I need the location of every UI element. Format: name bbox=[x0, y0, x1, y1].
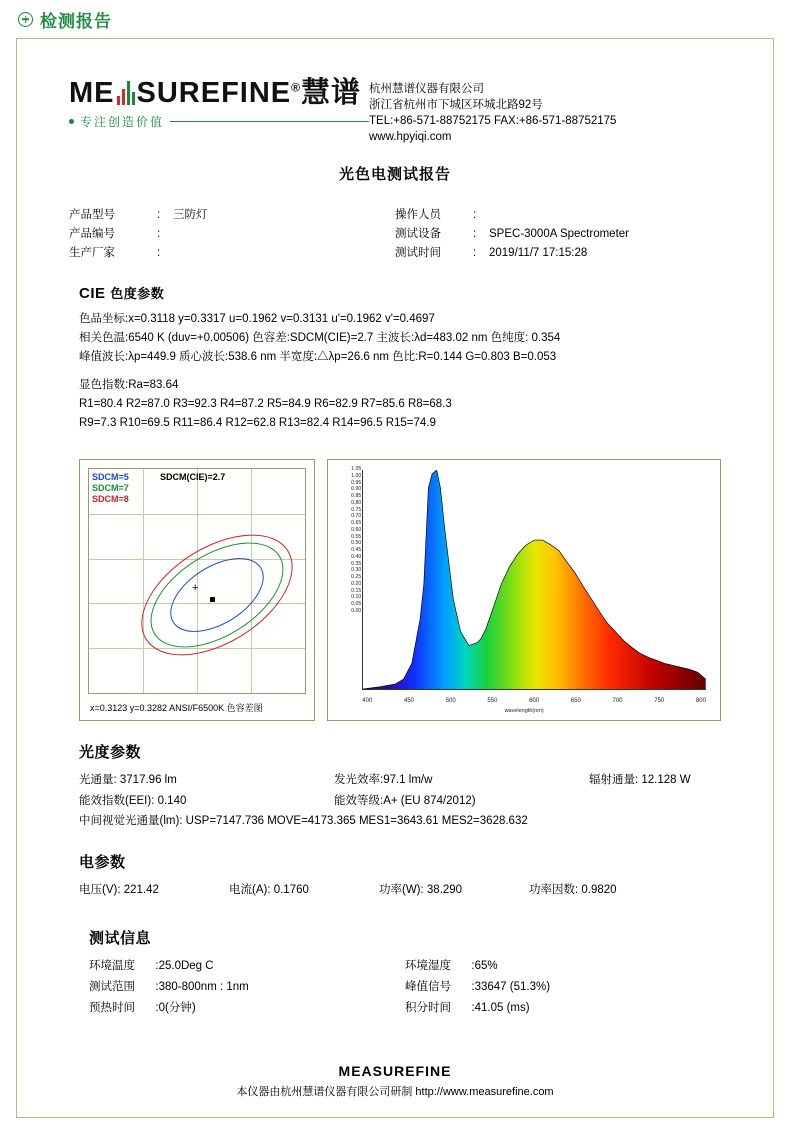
cri-ra: 显色指数:Ra=83.64 bbox=[79, 379, 179, 391]
meta-label: 生产厂家 bbox=[69, 247, 115, 259]
company-website: www.hpyiqi.com bbox=[369, 131, 452, 143]
test-info-label: 测试范围 bbox=[89, 981, 135, 993]
meta-value bbox=[173, 244, 395, 263]
meta-row bbox=[69, 225, 395, 244]
charts-row bbox=[69, 459, 721, 721]
cie-title-sub: 色度参数 bbox=[110, 286, 165, 301]
logo-word-right: SUREFINE bbox=[136, 77, 292, 109]
test-info-label: 积分时间 bbox=[405, 1002, 451, 1014]
sdcm-legend-item: SDCM=7 bbox=[92, 483, 129, 493]
meta-value bbox=[173, 225, 395, 244]
meta-colon: : bbox=[157, 209, 161, 221]
voltage: 电压(V): 221.42 bbox=[79, 884, 159, 896]
sdcm-chart bbox=[79, 459, 315, 721]
test-info-value: :41.05 (ms) bbox=[471, 1002, 530, 1014]
meta-value: SPEC-3000A Spectrometer bbox=[489, 228, 629, 240]
power-factor: 功率因数: 0.9820 bbox=[529, 884, 617, 896]
meta-label: 操作人员 bbox=[395, 209, 441, 221]
page-header bbox=[0, 0, 790, 38]
company-phone: TEL:+86-571-88752175 FAX:+86-571-88752175 bbox=[369, 115, 617, 127]
report-sheet bbox=[16, 38, 774, 1118]
energy-grade: 能效等级:A+ (EU 874/2012) bbox=[334, 795, 476, 807]
footer-brand: MEASUREFINE bbox=[338, 1063, 452, 1079]
test-info-label: 环境湿度 bbox=[405, 960, 451, 972]
company-name: 杭州慧谱仪器有限公司 bbox=[369, 83, 484, 95]
meta-row bbox=[395, 244, 721, 263]
report-header bbox=[69, 75, 721, 145]
cie-peak-row: 峰值波长:λp=449.9 质心波长:538.6 nm 半宽度:△λp=26.6 nm 色比:R=0.144 G=0.803 B=0.053 bbox=[79, 351, 557, 363]
meta-label: 产品型号 bbox=[69, 209, 115, 221]
meta-colon: : bbox=[473, 247, 477, 259]
meta-row bbox=[69, 206, 395, 225]
meta-value: 三防灯 bbox=[173, 209, 208, 221]
meta-row bbox=[395, 225, 721, 244]
test-info-row bbox=[79, 956, 721, 977]
meta-colon: : bbox=[473, 209, 477, 221]
target-cross-icon: + bbox=[192, 582, 199, 594]
document-title: 光色电测试报告 bbox=[338, 166, 451, 183]
sdcm-caption: x=0.3123 y=0.3282 ANSI/F6500K 色容差图 bbox=[90, 703, 263, 713]
spd-curve bbox=[363, 470, 706, 689]
meta-colon: : bbox=[473, 228, 477, 240]
spd-x-tick-labels: 400 450 500 550 600 650 700 750 800 bbox=[362, 698, 706, 704]
test-info-value: :25.0Deg C bbox=[155, 960, 214, 972]
test-info-label: 环境温度 bbox=[89, 960, 135, 972]
meta-row bbox=[395, 206, 721, 225]
bullet-dot-icon bbox=[69, 119, 74, 124]
registered-mark: ® bbox=[291, 80, 301, 95]
luminous-flux: 光通量: 3717.96 lm bbox=[79, 774, 177, 786]
current: 电流(A): 0.1760 bbox=[229, 884, 309, 896]
meta-row bbox=[69, 244, 395, 263]
sdcm-legend-item: SDCM=8 bbox=[92, 494, 129, 504]
divider bbox=[170, 121, 369, 122]
meta-label: 测试设备 bbox=[395, 228, 441, 240]
logo-word-left: ME bbox=[69, 77, 115, 109]
measured-point-marker bbox=[210, 597, 215, 602]
power: 功率(W): 38.290 bbox=[379, 884, 463, 896]
sdcm-legend bbox=[92, 472, 129, 505]
test-info-value: :33647 (51.3%) bbox=[471, 981, 551, 993]
test-info-title: 测试信息 bbox=[89, 930, 152, 947]
spectrum-bars-icon bbox=[116, 81, 136, 105]
brand-logo bbox=[69, 75, 369, 130]
photometric-title: 光度参数 bbox=[79, 744, 142, 761]
spd-plot-area bbox=[362, 470, 706, 690]
company-address: 浙江省杭州市下城区环城北路92号 bbox=[369, 99, 543, 111]
spd-chart bbox=[327, 459, 721, 721]
test-info-value: :0(分钟) bbox=[155, 1002, 196, 1014]
report-footer bbox=[17, 1063, 773, 1099]
footer-note: 本仪器由杭州慧谱仪器有限公司研制 http://www.measurefine.com bbox=[236, 1086, 554, 1098]
company-info bbox=[369, 75, 616, 145]
meta-value bbox=[489, 206, 721, 225]
cie-section bbox=[69, 283, 721, 433]
meta-label: 测试时间 bbox=[395, 247, 441, 259]
meta-section bbox=[69, 206, 721, 263]
meta-value: 2019/11/7 17:15:28 bbox=[489, 247, 588, 259]
spd-y-tick-labels: 1.05 1.00 0.95 0.90 0.85 0.80 0.75 0.70 0.65 0.60 0.55 0.50 0.45 0.40 0.35 0.30 0.25 0.20 0.15 0.10 0.05 0.00 bbox=[351, 466, 362, 614]
cie-chromaticity-coords: 色品坐标:x=0.3118 y=0.3317 u=0.1962 v=0.3131 u'=0.1962 v'=0.4697 bbox=[79, 313, 435, 325]
test-info-value: :380-800nm : 1nm bbox=[155, 981, 249, 993]
meta-colon: : bbox=[157, 247, 161, 259]
cie-title-main: CIE bbox=[79, 285, 106, 302]
meta-colon: : bbox=[157, 228, 161, 240]
luminous-efficacy: 发光效率:97.1 lm/w bbox=[334, 774, 433, 786]
sdcm-cie-value: SDCM(CIE)=2.7 bbox=[160, 472, 226, 482]
test-info-label: 峰值信号 bbox=[405, 981, 451, 993]
energy-efficiency-index: 能效指数(EEI): 0.140 bbox=[79, 795, 187, 807]
logo-slogan: 专注创造价值 bbox=[80, 115, 165, 129]
test-info-value: :65% bbox=[471, 960, 498, 972]
mesopic-flux: 中间视觉光通量(lm): USP=7147.736 MOVE=4173.365 MES1=3643.61 MES2=3628.632 bbox=[79, 815, 528, 827]
meta-label: 产品编号 bbox=[69, 228, 115, 240]
page-title: 检测报告 bbox=[40, 11, 112, 31]
cie-section-title bbox=[79, 283, 721, 302]
cie-cct-row: 相关色温:6540 K (duv=+0.00506) 色容差:SDCM(CIE)=2.7 主波长:λd=483.02 nm 色纯度: 0.354 bbox=[79, 332, 561, 344]
plus-circle-icon[interactable] bbox=[18, 12, 33, 27]
radiant-flux: 辐射通量: 12.128 W bbox=[589, 774, 691, 786]
test-info-label: 预热时间 bbox=[89, 1002, 135, 1014]
test-info-row bbox=[79, 998, 721, 1019]
test-info-row bbox=[79, 977, 721, 998]
logo-cn: 慧谱 bbox=[300, 77, 361, 109]
spd-x-axis-title: wavelength(nm) bbox=[504, 708, 544, 714]
electrical-title: 电参数 bbox=[79, 854, 126, 871]
cri-r9-r15: R9=7.3 R10=69.5 R11=86.4 R12=62.8 R13=82.4 R14=96.5 R15=74.9 bbox=[79, 417, 436, 429]
electrical-values bbox=[79, 880, 721, 901]
photometric-section bbox=[69, 741, 721, 1019]
sdcm-legend-item: SDCM=5 bbox=[92, 472, 129, 482]
cri-r1-r8: R1=80.4 R2=87.0 R3=92.3 R4=87.2 R5=84.9 R6=82.9 R7=85.6 R8=68.3 bbox=[79, 398, 452, 410]
